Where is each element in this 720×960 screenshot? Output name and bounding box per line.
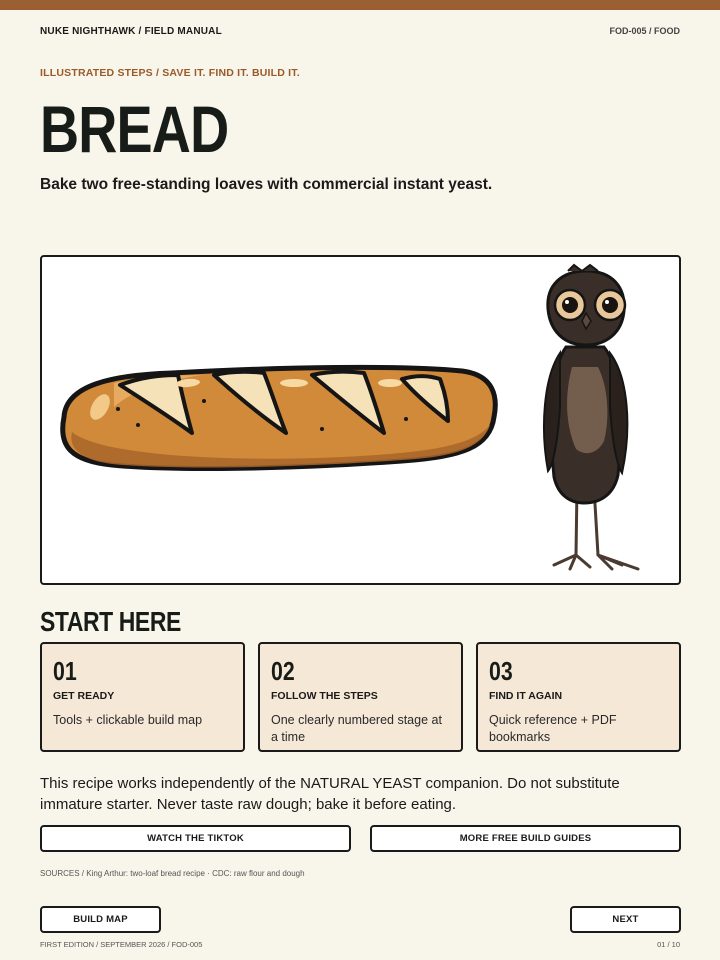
page-title: BREAD	[40, 92, 229, 166]
card-description: One clearly numbered stage at a time	[271, 713, 442, 744]
manual-title: NUKE NIGHTHAWK / FIELD MANUAL	[40, 26, 222, 37]
watch-tiktok-button[interactable]: WATCH THE TIKTOK	[40, 825, 351, 852]
card-description: Quick reference + PDF bookmarks	[489, 713, 617, 744]
card-title: FOLLOW THE STEPS	[271, 690, 378, 702]
card-number: 03	[489, 656, 513, 686]
start-here-heading: START HERE	[40, 606, 181, 637]
card-number: 01	[53, 656, 77, 686]
step-card-find-it-again[interactable]	[476, 642, 681, 752]
build-map-button[interactable]: BUILD MAP	[40, 906, 161, 933]
page-number: 01 / 10	[657, 940, 680, 949]
document-code: FOD-005 / FOOD	[609, 26, 680, 36]
kicker-text: ILLUSTRATED STEPS / SAVE IT. FIND IT. BUILD IT.	[40, 67, 300, 79]
step-card-follow-the-steps[interactable]	[258, 642, 463, 752]
card-title: GET READY	[53, 690, 115, 702]
page-subtitle: Bake two free-standing loaves with commercial instant yeast.	[40, 176, 493, 193]
nighthawk-bird-icon	[544, 265, 638, 569]
baguette-icon	[63, 367, 496, 468]
top-accent-stripe	[0, 0, 720, 10]
next-button[interactable]: NEXT	[570, 906, 681, 933]
hero-illustration	[40, 255, 681, 585]
card-title: FIND IT AGAIN	[489, 690, 563, 702]
card-description: Tools + clickable build map	[53, 713, 203, 727]
card-number: 02	[271, 656, 295, 686]
step-card-get-ready[interactable]	[40, 642, 245, 752]
more-free-build-guides-button[interactable]: MORE FREE BUILD GUIDES	[370, 825, 681, 852]
safety-note: This recipe works independently of the NATURAL YEAST companion. Do not substitute immature starter. Never taste raw dough; bake it before eating.	[40, 775, 620, 813]
edition-footer: FIRST EDITION / SEPTEMBER 2026 / FOD-005	[40, 940, 203, 949]
sources-line: SOURCES / King Arthur: two-loaf bread recipe · CDC: raw flour and dough	[40, 869, 305, 878]
